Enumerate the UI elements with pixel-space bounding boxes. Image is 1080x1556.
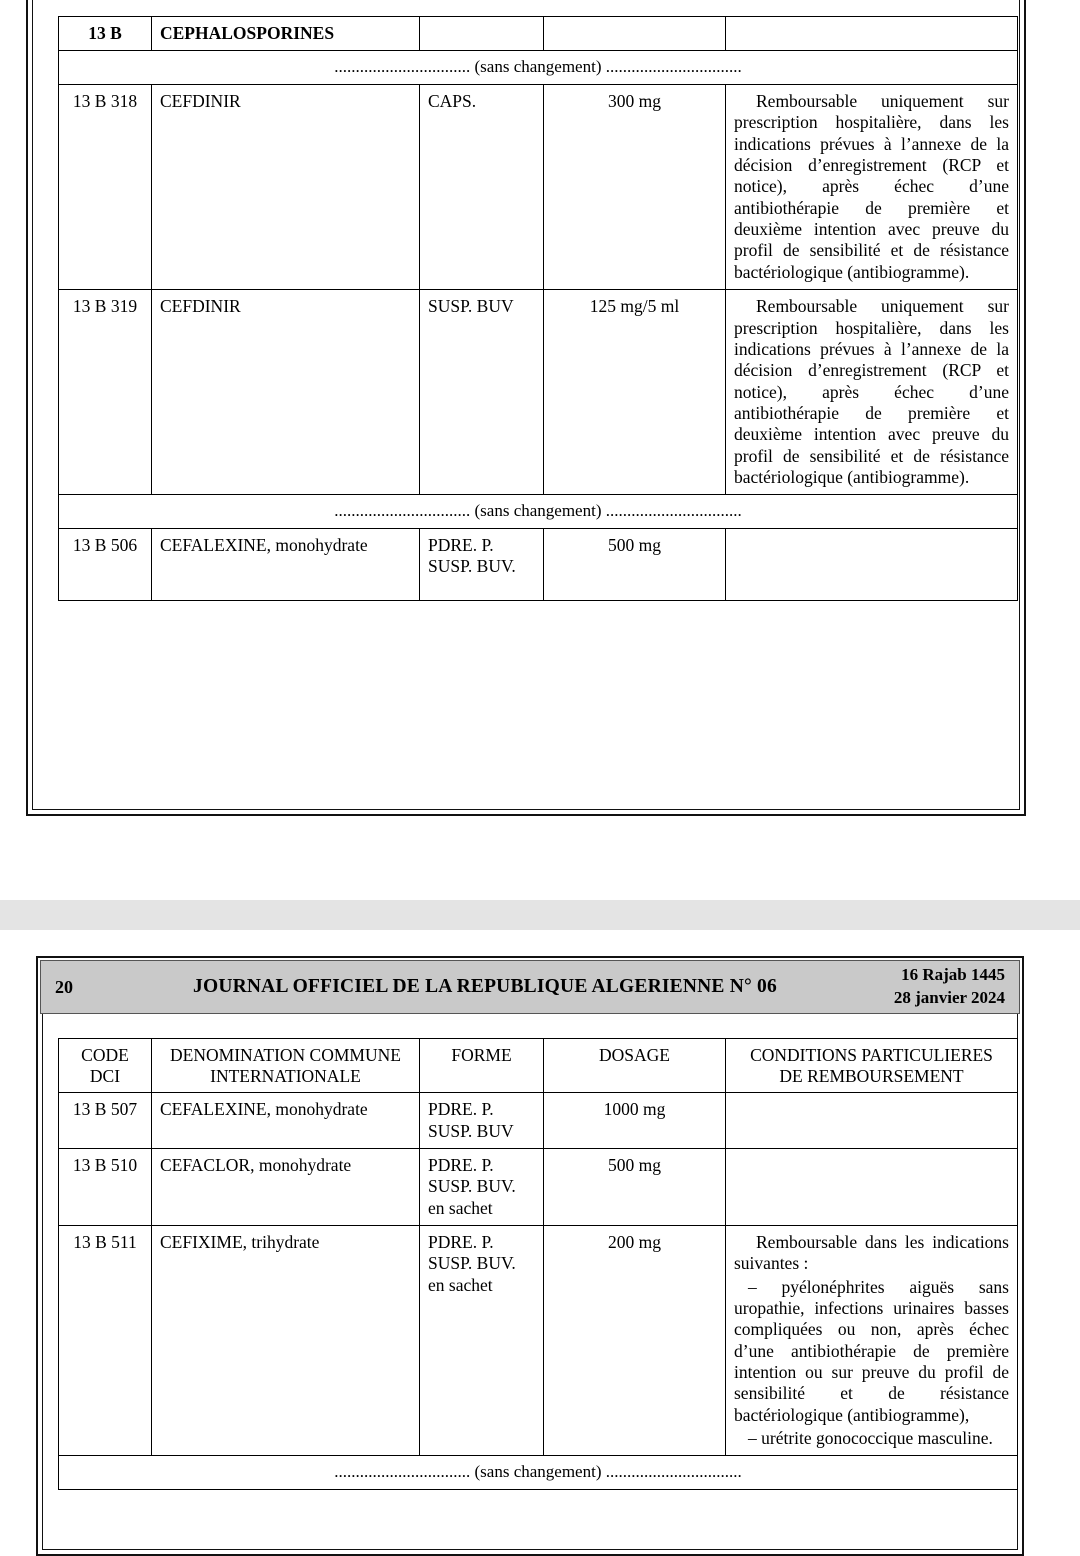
row-dosage: 125 mg/5 ml xyxy=(544,290,726,495)
document-page-bottom xyxy=(0,930,1080,1540)
conditions-item: – pyélonéphrites aiguës sans uropathie, infections urinaires basses compliquées ou non, après échec d’une antibiothérapie de première intention ou sur preuve du profil de sensibilité et de résistance bactériologique (antibiogramme), xyxy=(734,1276,1009,1425)
conditions-item: – urétrite gonococcique masculine. xyxy=(748,1428,993,1449)
row-dci: CEFALEXINE, monohydrate xyxy=(152,529,420,601)
journal-date xyxy=(835,964,1005,1010)
table-row xyxy=(59,290,1018,495)
column-header-dci-line1: DENOMINATION COMMUNE xyxy=(170,1045,401,1065)
medication-table-top xyxy=(58,16,1018,601)
medication-table-bottom xyxy=(58,1038,1018,1490)
row-forme-line1: PDRE. P. xyxy=(428,535,494,555)
table-row-nochange xyxy=(59,1456,1018,1490)
column-header-dci-line2: INTERNATIONALE xyxy=(210,1065,361,1086)
row-dci: CEFACLOR, monohydrate xyxy=(152,1148,420,1225)
row-forme-line2: SUSP. BUV xyxy=(428,1120,514,1141)
row-forme: CAPS. xyxy=(420,85,544,290)
row-forme-line1: PDRE. P. xyxy=(428,1154,494,1175)
row-code: 13 B 318 xyxy=(59,85,152,290)
row-code: 13 B 506 xyxy=(59,529,152,601)
row-dci: CEFIXIME, trihydrate xyxy=(152,1226,420,1456)
table-row-nochange xyxy=(59,51,1018,85)
group-code: 13 B xyxy=(59,17,152,51)
no-change-label: ................................ (sans changement) ................................ xyxy=(59,495,1018,529)
row-forme: SUSP. BUV xyxy=(420,290,544,495)
column-header-dci xyxy=(152,1039,420,1093)
page-separator xyxy=(0,900,1080,930)
table-row xyxy=(59,1148,1018,1225)
row-forme xyxy=(420,1148,544,1225)
table-row xyxy=(59,85,1018,290)
row-dci: CEFDINIR xyxy=(152,290,420,495)
row-dosage: 1000 mg xyxy=(544,1093,726,1149)
row-forme-line2: SUSP. BUV. xyxy=(428,556,516,577)
date-hijri: 16 Rajab 1445 xyxy=(901,965,1005,985)
row-conditions xyxy=(726,1093,1018,1149)
row-code: 13 B 511 xyxy=(59,1226,152,1456)
row-dosage: 500 mg xyxy=(544,529,726,601)
row-dosage: 300 mg xyxy=(544,85,726,290)
table-row-group xyxy=(59,17,1018,51)
table-row xyxy=(59,1226,1018,1456)
row-conditions xyxy=(726,1226,1018,1456)
row-code: 13 B 510 xyxy=(59,1148,152,1225)
row-dci: CEFDINIR xyxy=(152,85,420,290)
row-forme xyxy=(420,529,544,601)
row-code: 13 B 319 xyxy=(59,290,152,495)
group-forme xyxy=(420,17,544,51)
group-dosage xyxy=(544,17,726,51)
table-row-nochange xyxy=(59,495,1018,529)
column-header-code-line1: CODE xyxy=(81,1045,129,1065)
row-code: 13 B 507 xyxy=(59,1093,152,1149)
row-conditions: Remboursable uniquement sur prescription hospitalière, dans les indications prévues à l’annexe de la décision d’enregistrement (RCP et notice), après échec d’une antibiothérapie de première et deuxième intention avec preuve du profil de sensibilité et de résistance bactériologique (antibiogramme). xyxy=(726,290,1018,495)
group-name: CEPHALOSPORINES xyxy=(152,17,420,51)
journal-header xyxy=(40,960,1020,1014)
row-conditions xyxy=(726,1148,1018,1225)
row-conditions xyxy=(726,529,1018,601)
row-forme-line1: PDRE. P. xyxy=(428,1232,494,1252)
column-header-forme: FORME xyxy=(420,1039,544,1093)
row-conditions: Remboursable uniquement sur prescription hospitalière, dans les indications prévues à l’annexe de la décision d’enregistrement (RCP et notice), après échec d’une antibiothérapie de première et deuxième intention avec preuve du profil de sensibilité et de résistance bactériologique (antibiogramme). xyxy=(726,85,1018,290)
no-change-label: ................................ (sans changement) ................................ xyxy=(59,51,1018,85)
column-header-conditions-line2: DE REMBOURSEMENT xyxy=(779,1065,964,1086)
journal-title: JOURNAL OFFICIEL DE LA REPUBLIQUE ALGERIENNE N° 06 xyxy=(193,976,777,997)
row-forme xyxy=(420,1226,544,1456)
conditions-intro: Remboursable dans les indications suivantes : xyxy=(734,1232,1009,1274)
table-row xyxy=(59,1093,1018,1149)
row-dosage: 500 mg xyxy=(544,1148,726,1225)
table-row xyxy=(59,529,1018,601)
row-dci: CEFALEXINE, monohydrate xyxy=(152,1093,420,1149)
column-header-code xyxy=(59,1039,152,1093)
column-header-conditions-line1: CONDITIONS PARTICULIERES xyxy=(750,1045,993,1065)
no-change-label: ................................ (sans changement) ................................ xyxy=(59,1456,1018,1490)
row-forme-line2: SUSP. BUV. xyxy=(428,1253,516,1274)
row-forme-line3: en sachet xyxy=(428,1197,493,1218)
group-conditions xyxy=(726,17,1018,51)
row-forme xyxy=(420,1093,544,1149)
table-header-row xyxy=(59,1039,1018,1093)
row-forme-line1: PDRE. P. xyxy=(428,1099,494,1120)
column-header-code-line2: DCI xyxy=(89,1065,121,1086)
row-forme-line2: SUSP. BUV. xyxy=(428,1176,516,1197)
column-header-conditions xyxy=(726,1039,1018,1093)
row-forme-line3: en sachet xyxy=(428,1274,493,1295)
page-number: 20 xyxy=(55,976,73,997)
row-dosage: 200 mg xyxy=(544,1226,726,1456)
column-header-dosage: DOSAGE xyxy=(544,1039,726,1093)
date-gregorian: 28 janvier 2024 xyxy=(893,988,1005,1007)
